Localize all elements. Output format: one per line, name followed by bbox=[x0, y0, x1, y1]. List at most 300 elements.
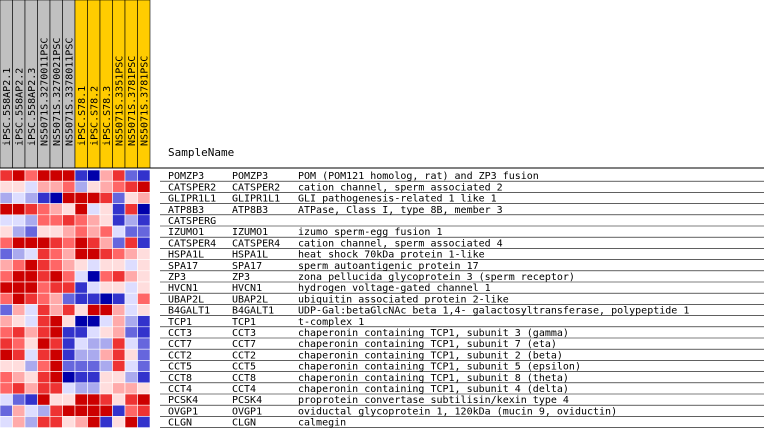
row-probe-label: CCT4 bbox=[168, 384, 193, 395]
row-symbol-label: IZUMO1 bbox=[232, 227, 269, 239]
heatmap-cell bbox=[88, 327, 101, 338]
heatmap-cell bbox=[75, 215, 88, 226]
heatmap-cell bbox=[0, 293, 13, 304]
heatmap-cell bbox=[138, 282, 151, 293]
heatmap-cell bbox=[138, 226, 151, 237]
heatmap-cell bbox=[113, 316, 126, 327]
heatmap-cell bbox=[100, 372, 113, 383]
heatmap-cell bbox=[63, 349, 76, 360]
heatmap-cell bbox=[25, 215, 38, 226]
heatmap-cell bbox=[100, 416, 113, 427]
heatmap-cell bbox=[63, 282, 76, 293]
row-description-label: GLI pathogenesis-related 1 like 1 bbox=[298, 193, 497, 205]
row-probe-label: PCSK4 bbox=[168, 395, 199, 407]
heatmap-cell bbox=[113, 360, 126, 371]
heatmap-cell bbox=[100, 248, 113, 259]
heatmap-cell bbox=[25, 248, 38, 259]
row-description-label: ubiquitin associated protein 2-like bbox=[298, 294, 509, 306]
heatmap-cell bbox=[138, 349, 151, 360]
heatmap-cell bbox=[63, 293, 76, 304]
heatmap-cell bbox=[25, 349, 38, 360]
heatmap-cell bbox=[125, 248, 138, 259]
row-labels bbox=[160, 171, 764, 428]
column-header-label: NS5071S.3351PSC bbox=[114, 55, 126, 146]
heatmap-cell bbox=[38, 204, 51, 215]
heatmap-cell bbox=[13, 260, 26, 271]
heatmap-cell bbox=[25, 170, 38, 181]
heatmap-cell bbox=[138, 416, 151, 427]
heatmap-cell bbox=[63, 181, 76, 192]
heatmap-cell bbox=[125, 416, 138, 427]
heatmap-cell bbox=[125, 204, 138, 215]
row-description-label: proprotein convertase subtilisin/kexin type 4 bbox=[298, 395, 569, 407]
heatmap-cell bbox=[125, 405, 138, 416]
heatmap-cell bbox=[0, 271, 13, 282]
column-header-label: NS5071S.3270011PSC bbox=[39, 37, 51, 146]
heatmap-cell bbox=[0, 372, 13, 383]
heatmap-cell bbox=[25, 416, 38, 427]
row-symbol-label: TCP1 bbox=[232, 316, 257, 328]
heatmap-cell bbox=[113, 170, 126, 181]
heatmap-cell bbox=[50, 394, 63, 405]
row-description-label: chaperonin containing TCP1, subunit 3 (gamma) bbox=[298, 328, 569, 339]
heatmap-cell bbox=[125, 316, 138, 327]
heatmap-cell bbox=[0, 248, 13, 259]
row-symbol-label: CLGN bbox=[232, 417, 257, 429]
heatmap-cell bbox=[138, 271, 151, 282]
column-header-label: NS5071S.3378011PSC bbox=[64, 37, 76, 146]
heatmap-cell bbox=[0, 204, 13, 215]
heatmap-cell bbox=[50, 327, 63, 338]
row-probe-label: POMZP3 bbox=[168, 171, 205, 183]
heatmap-cell bbox=[63, 304, 76, 315]
heatmap-cell bbox=[50, 383, 63, 394]
row-probe-label: CCT5 bbox=[168, 361, 193, 373]
heatmap-cell bbox=[113, 304, 126, 315]
heatmap-cell bbox=[88, 260, 101, 271]
heatmap-cell bbox=[50, 260, 63, 271]
row-probe-label: CATSPERG bbox=[168, 216, 217, 227]
heatmap-cell bbox=[125, 349, 138, 360]
heatmap-cell bbox=[88, 304, 101, 315]
heatmap-cell bbox=[0, 181, 13, 192]
row-description-label: cation channel, sperm associated 4 bbox=[298, 238, 503, 250]
heatmap-cell bbox=[13, 416, 26, 427]
heatmap-cell bbox=[25, 293, 38, 304]
row-symbol-label: OVGP1 bbox=[232, 406, 263, 418]
row-probe-label: OVGP1 bbox=[168, 406, 199, 418]
heatmap-cell bbox=[100, 170, 113, 181]
column-header-label: iPSC.S78.3 bbox=[101, 85, 113, 146]
heatmap-cell bbox=[113, 192, 126, 203]
heatmap-cell bbox=[88, 282, 101, 293]
heatmap-cell bbox=[63, 260, 76, 271]
heatmap-cell bbox=[50, 226, 63, 237]
heatmap-cell bbox=[63, 271, 76, 282]
row-probe-label: IZUMO1 bbox=[168, 227, 205, 239]
heatmap-cell bbox=[75, 304, 88, 315]
heatmap-cell bbox=[88, 349, 101, 360]
heatmap-cell bbox=[38, 360, 51, 371]
heatmap-cell bbox=[100, 181, 113, 192]
row-probe-label: CCT2 bbox=[168, 350, 193, 362]
row-description-label: chaperonin containing TCP1, subunit 7 (eta) bbox=[298, 339, 557, 351]
heatmap-cell bbox=[0, 282, 13, 293]
heatmap-cell bbox=[13, 215, 26, 226]
heatmap-cell bbox=[0, 338, 13, 349]
heatmap-cell bbox=[38, 338, 51, 349]
heatmap-cell bbox=[38, 405, 51, 416]
heatmap-cell bbox=[63, 394, 76, 405]
heatmap-cell bbox=[138, 360, 151, 371]
row-symbol-label: CCT4 bbox=[232, 384, 257, 395]
heatmap-cell bbox=[50, 416, 63, 427]
heatmap-cell bbox=[100, 237, 113, 248]
row-probe-label: ZP3 bbox=[168, 272, 187, 283]
heatmap-cell bbox=[100, 271, 113, 282]
heatmap-cell bbox=[113, 372, 126, 383]
heatmap-cell bbox=[113, 282, 126, 293]
heatmap-cell bbox=[113, 260, 126, 271]
heatmap-cell bbox=[50, 360, 63, 371]
heatmap-cell bbox=[88, 226, 101, 237]
row-probe-label: HSPA1L bbox=[168, 249, 205, 261]
heatmap-cell bbox=[138, 304, 151, 315]
heatmap-cell bbox=[38, 416, 51, 427]
heatmap-cell bbox=[13, 170, 26, 181]
heatmap-cell bbox=[25, 327, 38, 338]
heatmap-cell bbox=[138, 338, 151, 349]
heatmap-cell bbox=[0, 260, 13, 271]
heatmap-cell bbox=[100, 204, 113, 215]
row-description-label: calmegin bbox=[298, 417, 347, 429]
heatmap-cell bbox=[63, 316, 76, 327]
heatmap-cell bbox=[0, 327, 13, 338]
heatmap-cell bbox=[25, 304, 38, 315]
heatmap-cell bbox=[125, 192, 138, 203]
heatmap-cell bbox=[125, 304, 138, 315]
heatmap-cell bbox=[75, 192, 88, 203]
row-description-label: oviductal glycoprotein 1, 120kDa (mucin 9, oviductin) bbox=[298, 406, 618, 418]
heatmap-cell bbox=[13, 394, 26, 405]
heatmap-cell bbox=[13, 405, 26, 416]
heatmap-cell bbox=[50, 349, 63, 360]
heatmap-cell bbox=[38, 260, 51, 271]
heatmap-cell bbox=[63, 372, 76, 383]
heatmap-cell bbox=[113, 237, 126, 248]
heatmap-cell bbox=[38, 293, 51, 304]
heatmap-cell bbox=[0, 316, 13, 327]
heatmap-cell bbox=[38, 282, 51, 293]
heatmap-cell bbox=[25, 271, 38, 282]
heatmap-cell bbox=[88, 170, 101, 181]
heatmap-cell bbox=[100, 260, 113, 271]
row-probe-label: CCT8 bbox=[168, 372, 193, 384]
row-probe-label: CCT7 bbox=[168, 339, 193, 351]
row-symbol-label: HSPA1L bbox=[232, 249, 269, 261]
heatmap-cell bbox=[88, 204, 101, 215]
heatmap-cell bbox=[50, 248, 63, 259]
heatmap-cell bbox=[13, 181, 26, 192]
heatmap-cell bbox=[88, 394, 101, 405]
heatmap-cell bbox=[38, 192, 51, 203]
heatmap-cell bbox=[13, 383, 26, 394]
heatmap-cell bbox=[0, 170, 13, 181]
heatmap-cell bbox=[50, 170, 63, 181]
heatmap-cell bbox=[125, 215, 138, 226]
heatmap-cell bbox=[113, 349, 126, 360]
heatmap-cell bbox=[125, 394, 138, 405]
heatmap-cell bbox=[113, 338, 126, 349]
heatmap-cell bbox=[88, 293, 101, 304]
row-probe-label: CCT3 bbox=[168, 328, 193, 339]
row-symbol-label: CATSPER2 bbox=[232, 182, 281, 194]
heatmap-cell bbox=[0, 405, 13, 416]
heatmap-cell bbox=[125, 383, 138, 394]
heatmap-cell bbox=[50, 372, 63, 383]
heatmap-cell bbox=[125, 170, 138, 181]
heatmap-cell bbox=[25, 383, 38, 394]
heatmap-cell bbox=[125, 181, 138, 192]
heatmap-cell bbox=[63, 327, 76, 338]
row-symbol-label: ZP3 bbox=[232, 272, 251, 283]
row-symbol-label: POMZP3 bbox=[232, 171, 269, 183]
column-header-group bbox=[0, 0, 150, 168]
heatmap-cell bbox=[13, 327, 26, 338]
heatmap-cell bbox=[25, 260, 38, 271]
heatmap-cell bbox=[75, 360, 88, 371]
heatmap-cell bbox=[138, 372, 151, 383]
heatmap-cell bbox=[63, 405, 76, 416]
heatmap-cell bbox=[125, 338, 138, 349]
heatmap-cell bbox=[113, 204, 126, 215]
heatmap-cell bbox=[138, 204, 151, 215]
heatmap-cell bbox=[138, 237, 151, 248]
row-symbol-label: GLIPR1L1 bbox=[232, 193, 281, 205]
heatmap-cell bbox=[88, 416, 101, 427]
heatmap-cell bbox=[75, 405, 88, 416]
heatmap-cell bbox=[13, 282, 26, 293]
heatmap-cell bbox=[13, 360, 26, 371]
heatmap-cell bbox=[63, 192, 76, 203]
heatmap-cell bbox=[88, 383, 101, 394]
heatmap-cell bbox=[138, 192, 151, 203]
heatmap-cell bbox=[0, 383, 13, 394]
column-header-label: iPSC.558AP2.2 bbox=[14, 67, 26, 146]
heatmap-cell bbox=[138, 316, 151, 327]
row-probe-label: GLIPR1L1 bbox=[168, 193, 217, 205]
heatmap-cell bbox=[100, 383, 113, 394]
heatmap-cell bbox=[138, 383, 151, 394]
heatmap-cell bbox=[113, 293, 126, 304]
heatmap-cell bbox=[113, 394, 126, 405]
heatmap-cell bbox=[63, 248, 76, 259]
heatmap-cell bbox=[63, 226, 76, 237]
row-symbol-label: CATSPER4 bbox=[232, 238, 281, 250]
heatmap-cell bbox=[13, 293, 26, 304]
heatmap-cell bbox=[63, 204, 76, 215]
heatmap-cell bbox=[100, 405, 113, 416]
sample-name-header: SampleName bbox=[168, 146, 235, 159]
heatmap-cell bbox=[88, 192, 101, 203]
heatmap-cell bbox=[50, 215, 63, 226]
heatmap-cell bbox=[138, 327, 151, 338]
column-header-label: NS5071S.3270021PSC bbox=[51, 37, 63, 146]
heatmap-cell bbox=[50, 293, 63, 304]
heatmap-cell bbox=[50, 192, 63, 203]
row-description-label: ATPase, Class I, type 8B, member 3 bbox=[298, 204, 503, 216]
heatmap-cell bbox=[13, 237, 26, 248]
heatmap-cell bbox=[63, 237, 76, 248]
heatmap-cell bbox=[100, 293, 113, 304]
heatmap-cell bbox=[88, 360, 101, 371]
row-description-label: UDP-Gal:betaGlcNAc beta 1,4- galactosyltransferase, polypeptide 1 bbox=[298, 305, 690, 317]
row-symbol-label: CCT8 bbox=[232, 372, 257, 384]
heatmap-cell bbox=[63, 170, 76, 181]
heatmap-cell bbox=[13, 248, 26, 259]
heatmap-cell bbox=[63, 383, 76, 394]
heatmap-cell bbox=[75, 170, 88, 181]
row-symbol-label: CCT3 bbox=[232, 328, 257, 339]
column-header-label: iPSC.S78.1 bbox=[76, 85, 88, 146]
heatmap-cell bbox=[88, 215, 101, 226]
heatmap-cell bbox=[100, 338, 113, 349]
heatmap-cell bbox=[75, 204, 88, 215]
heatmap-cell bbox=[50, 271, 63, 282]
heatmap-cell bbox=[138, 405, 151, 416]
heatmap-cell bbox=[13, 271, 26, 282]
heatmap-cell bbox=[38, 248, 51, 259]
heatmap-cell bbox=[138, 181, 151, 192]
column-header-label: iPSC.S78.2 bbox=[89, 85, 101, 146]
heatmap-cell bbox=[13, 226, 26, 237]
heatmap-cell bbox=[38, 170, 51, 181]
heatmap-cell bbox=[138, 394, 151, 405]
heatmap-cell bbox=[88, 316, 101, 327]
row-description-label: sperm autoantigenic protein 17 bbox=[298, 260, 479, 272]
heatmap-cell bbox=[13, 372, 26, 383]
row-description-label: heat shock 70kDa protein 1-like bbox=[298, 249, 485, 261]
heatmap-cell bbox=[75, 327, 88, 338]
row-symbol-label: B4GALT1 bbox=[232, 305, 275, 317]
row-symbol-label: CCT2 bbox=[232, 350, 257, 362]
row-description-label: chaperonin containing TCP1, subunit 5 (epsilon) bbox=[298, 361, 581, 373]
heatmap-cell bbox=[113, 271, 126, 282]
row-symbol-label: ATP8B3 bbox=[232, 204, 269, 216]
heatmap-cell bbox=[38, 372, 51, 383]
heatmap-cell bbox=[38, 237, 51, 248]
heatmap-cell bbox=[25, 394, 38, 405]
heatmap-cell bbox=[88, 181, 101, 192]
heatmap-cell bbox=[50, 405, 63, 416]
heatmap-cell bbox=[63, 338, 76, 349]
heatmap-cell bbox=[75, 271, 88, 282]
heatmap-cell bbox=[75, 248, 88, 259]
heatmap-cell bbox=[75, 226, 88, 237]
heatmap-cell bbox=[38, 349, 51, 360]
heatmap-cell bbox=[13, 338, 26, 349]
heatmap-cell bbox=[13, 192, 26, 203]
heatmap-cell bbox=[75, 260, 88, 271]
heatmap-cell bbox=[38, 271, 51, 282]
heatmap-cell bbox=[0, 226, 13, 237]
heatmap-cell bbox=[125, 226, 138, 237]
heatmap-cell bbox=[13, 304, 26, 315]
heatmap-cell bbox=[38, 383, 51, 394]
column-header-label: iPSC.558AP2.1 bbox=[1, 67, 13, 146]
heatmap-cell bbox=[0, 394, 13, 405]
heatmap-cell bbox=[100, 327, 113, 338]
heatmap-cell bbox=[50, 237, 63, 248]
heatmap-cell bbox=[0, 349, 13, 360]
row-description-label: t-complex 1 bbox=[298, 316, 365, 328]
heatmap-cell bbox=[100, 316, 113, 327]
row-probe-label: UBAP2L bbox=[168, 294, 205, 306]
heatmap-cell bbox=[100, 226, 113, 237]
heatmap-cell bbox=[100, 360, 113, 371]
heatmap-cell bbox=[113, 226, 126, 237]
column-header-label: NS5071S.3781PSC bbox=[139, 55, 151, 146]
row-probe-label: SPA17 bbox=[168, 260, 199, 272]
heatmap-cell bbox=[125, 282, 138, 293]
heatmap-cell bbox=[25, 181, 38, 192]
heatmap-cell bbox=[0, 304, 13, 315]
row-description-label: chaperonin containing TCP1, subunit 2 (beta) bbox=[298, 350, 563, 362]
row-symbol-label: CCT7 bbox=[232, 339, 257, 351]
heatmap-cell bbox=[100, 349, 113, 360]
heatmap-cell bbox=[75, 372, 88, 383]
heatmap-cell bbox=[125, 327, 138, 338]
heatmap-cell bbox=[125, 360, 138, 371]
row-description-label: chaperonin containing TCP1, subunit 4 (delta) bbox=[298, 384, 569, 395]
heatmap-cell bbox=[25, 338, 38, 349]
heatmap-cell bbox=[75, 383, 88, 394]
heatmap-cell bbox=[75, 394, 88, 405]
heatmap-cell bbox=[100, 394, 113, 405]
row-symbol-label: UBAP2L bbox=[232, 294, 269, 306]
heatmap-cell bbox=[138, 215, 151, 226]
heatmap-cell bbox=[50, 181, 63, 192]
heatmap-cell bbox=[13, 204, 26, 215]
heatmap-cell bbox=[75, 416, 88, 427]
heatmap-cell bbox=[50, 338, 63, 349]
heatmap-cell bbox=[38, 226, 51, 237]
heatmap-cell bbox=[25, 360, 38, 371]
heatmap-cell bbox=[13, 316, 26, 327]
heatmap-cell bbox=[75, 316, 88, 327]
heatmap-cell bbox=[100, 215, 113, 226]
heatmap-cell bbox=[113, 181, 126, 192]
heatmap-cell bbox=[25, 372, 38, 383]
heatmap-cell bbox=[25, 316, 38, 327]
heatmap-cell bbox=[38, 327, 51, 338]
heatmap-cell bbox=[75, 338, 88, 349]
heatmap-cell bbox=[0, 237, 13, 248]
row-description-label: izumo sperm-egg fusion 1 bbox=[298, 227, 443, 239]
heatmap-cell bbox=[63, 360, 76, 371]
heatmap-cell bbox=[113, 327, 126, 338]
heatmap-cell bbox=[113, 383, 126, 394]
heatmap-cell bbox=[88, 271, 101, 282]
row-probe-label: CLGN bbox=[168, 417, 193, 429]
heatmap-cell bbox=[25, 226, 38, 237]
heatmap-cell bbox=[38, 394, 51, 405]
row-description-label: chaperonin containing TCP1, subunit 8 (theta) bbox=[298, 372, 569, 384]
heatmap-cell bbox=[38, 316, 51, 327]
heatmap-cells bbox=[0, 170, 150, 428]
heatmap-cell bbox=[0, 360, 13, 371]
heatmap-cell bbox=[125, 260, 138, 271]
